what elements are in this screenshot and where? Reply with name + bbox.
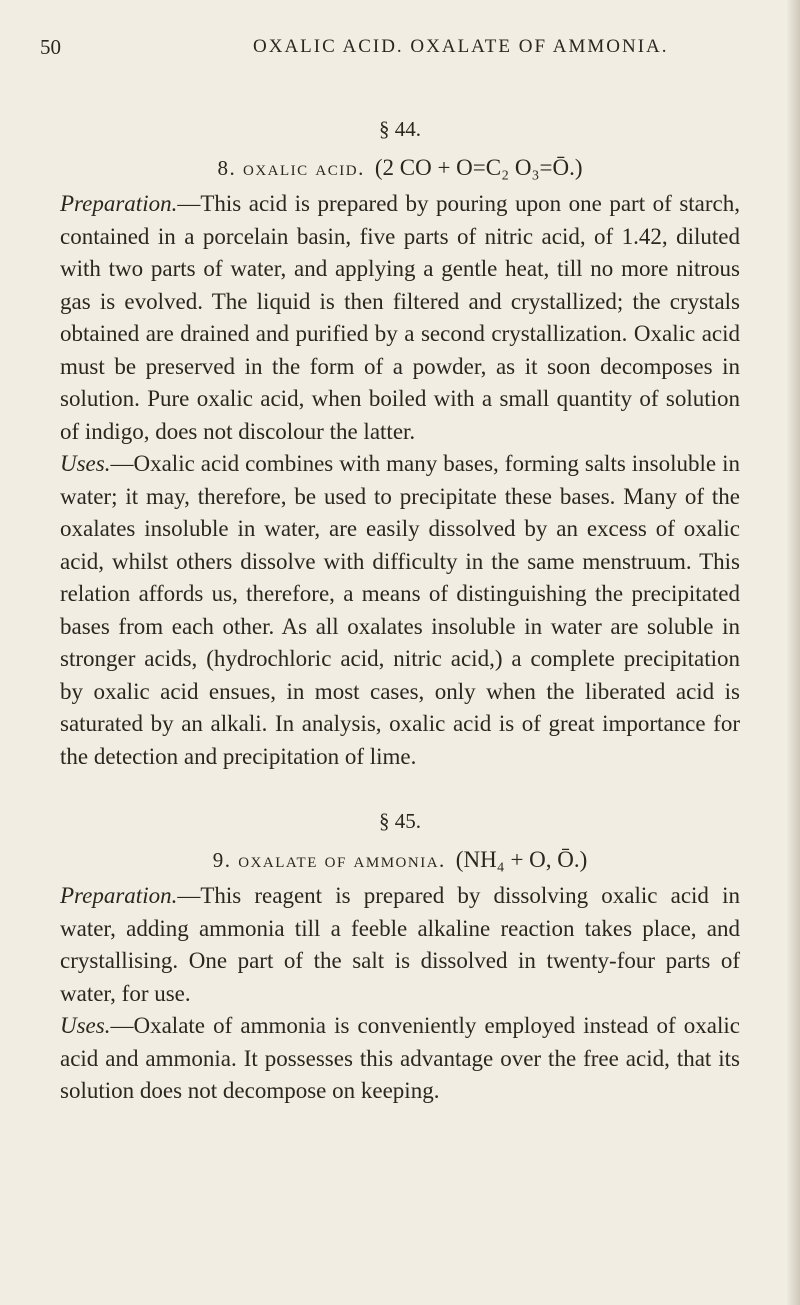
entry-label: 8. oxalic acid. xyxy=(217,155,365,180)
section-44 xyxy=(60,113,740,773)
paragraph-text: —Oxalate of ammonia is conveniently employed instead of oxalic acid and ammonia. It possesses this advantage over the free acid, that its solution does not decompose on keeping. xyxy=(60,1013,740,1103)
page-number: 50 xyxy=(40,35,61,59)
paragraph-uses xyxy=(60,1010,740,1108)
entry-label: 9. oxalate of ammonia. xyxy=(212,847,446,872)
section-45 xyxy=(60,805,740,1108)
running-title: OXALIC ACID. OXALATE OF AMMONIA. xyxy=(253,36,669,57)
entry-heading-oxalic-acid xyxy=(60,152,740,185)
paragraph-text: —Oxalic acid combines with many bases, forming salts insoluble in water; it may, therefore, be used to precipitate these bases. Many of the oxalates insoluble in water, are easily dissolved by an excess of oxalic acid, whilst others dissolve with difficulty in the same menstruum. This relation affords us, therefore, a means of distinguishing the precipitated bases from each other. As all oxalates insoluble in water are soluble in stronger acids, (hydrochloric acid, nitric acid,) a complete precipitation by oxalic acid ensues, in most cases, only when the liberated acid is saturated by an alkali. In analysis, oxalic acid is of great importance for the detection and precipitation of lime. xyxy=(60,451,740,769)
page-body xyxy=(60,113,740,1108)
entry-heading-oxalate-of-ammonia xyxy=(60,844,740,877)
paragraph-lead: Preparation. xyxy=(60,883,178,908)
paragraph-lead: Uses. xyxy=(60,451,111,476)
paragraph-text: —This reagent is prepared by dissolving oxalic acid in water, adding ammonia till a feeble alkaline reaction takes place, and crystallising. One part of the salt is dissolved in twenty-four parts of water, for use. xyxy=(60,883,740,1006)
section-mark: § 45. xyxy=(379,809,421,833)
paragraph-uses xyxy=(60,448,740,773)
paragraph-text: —This acid is prepared by pouring upon one part of starch, contained in a porcelain basin, five parts of nitric acid, of 1.42, diluted with two parts of water, and applying a gentle heat, till no more nitrous gas is evolved. The liquid is then filtered and crystallized; the crystals obtained are drained and purified by a second crystallization. Oxalic acid must be preserved in the form of a powder, as it soon decomposes in solution. Pure oxalic acid, when boiled with a small quantity of solution of indigo, does not discolour the latter. xyxy=(60,191,740,444)
section-spacer xyxy=(60,773,740,805)
paragraph-lead: Uses. xyxy=(60,1013,111,1038)
section-mark: § 44. xyxy=(379,117,421,141)
chemical-formula: (NH₄ + O, Ō.) xyxy=(455,846,588,872)
paragraph-lead: Preparation. xyxy=(60,191,178,216)
chemical-formula: (2 CO + O=C₂ O₃=Ō.) xyxy=(374,154,583,180)
paragraph-preparation xyxy=(60,880,740,1010)
running-head xyxy=(40,32,740,62)
page-edge-shadow xyxy=(786,0,800,1305)
paragraph-preparation xyxy=(60,188,740,448)
